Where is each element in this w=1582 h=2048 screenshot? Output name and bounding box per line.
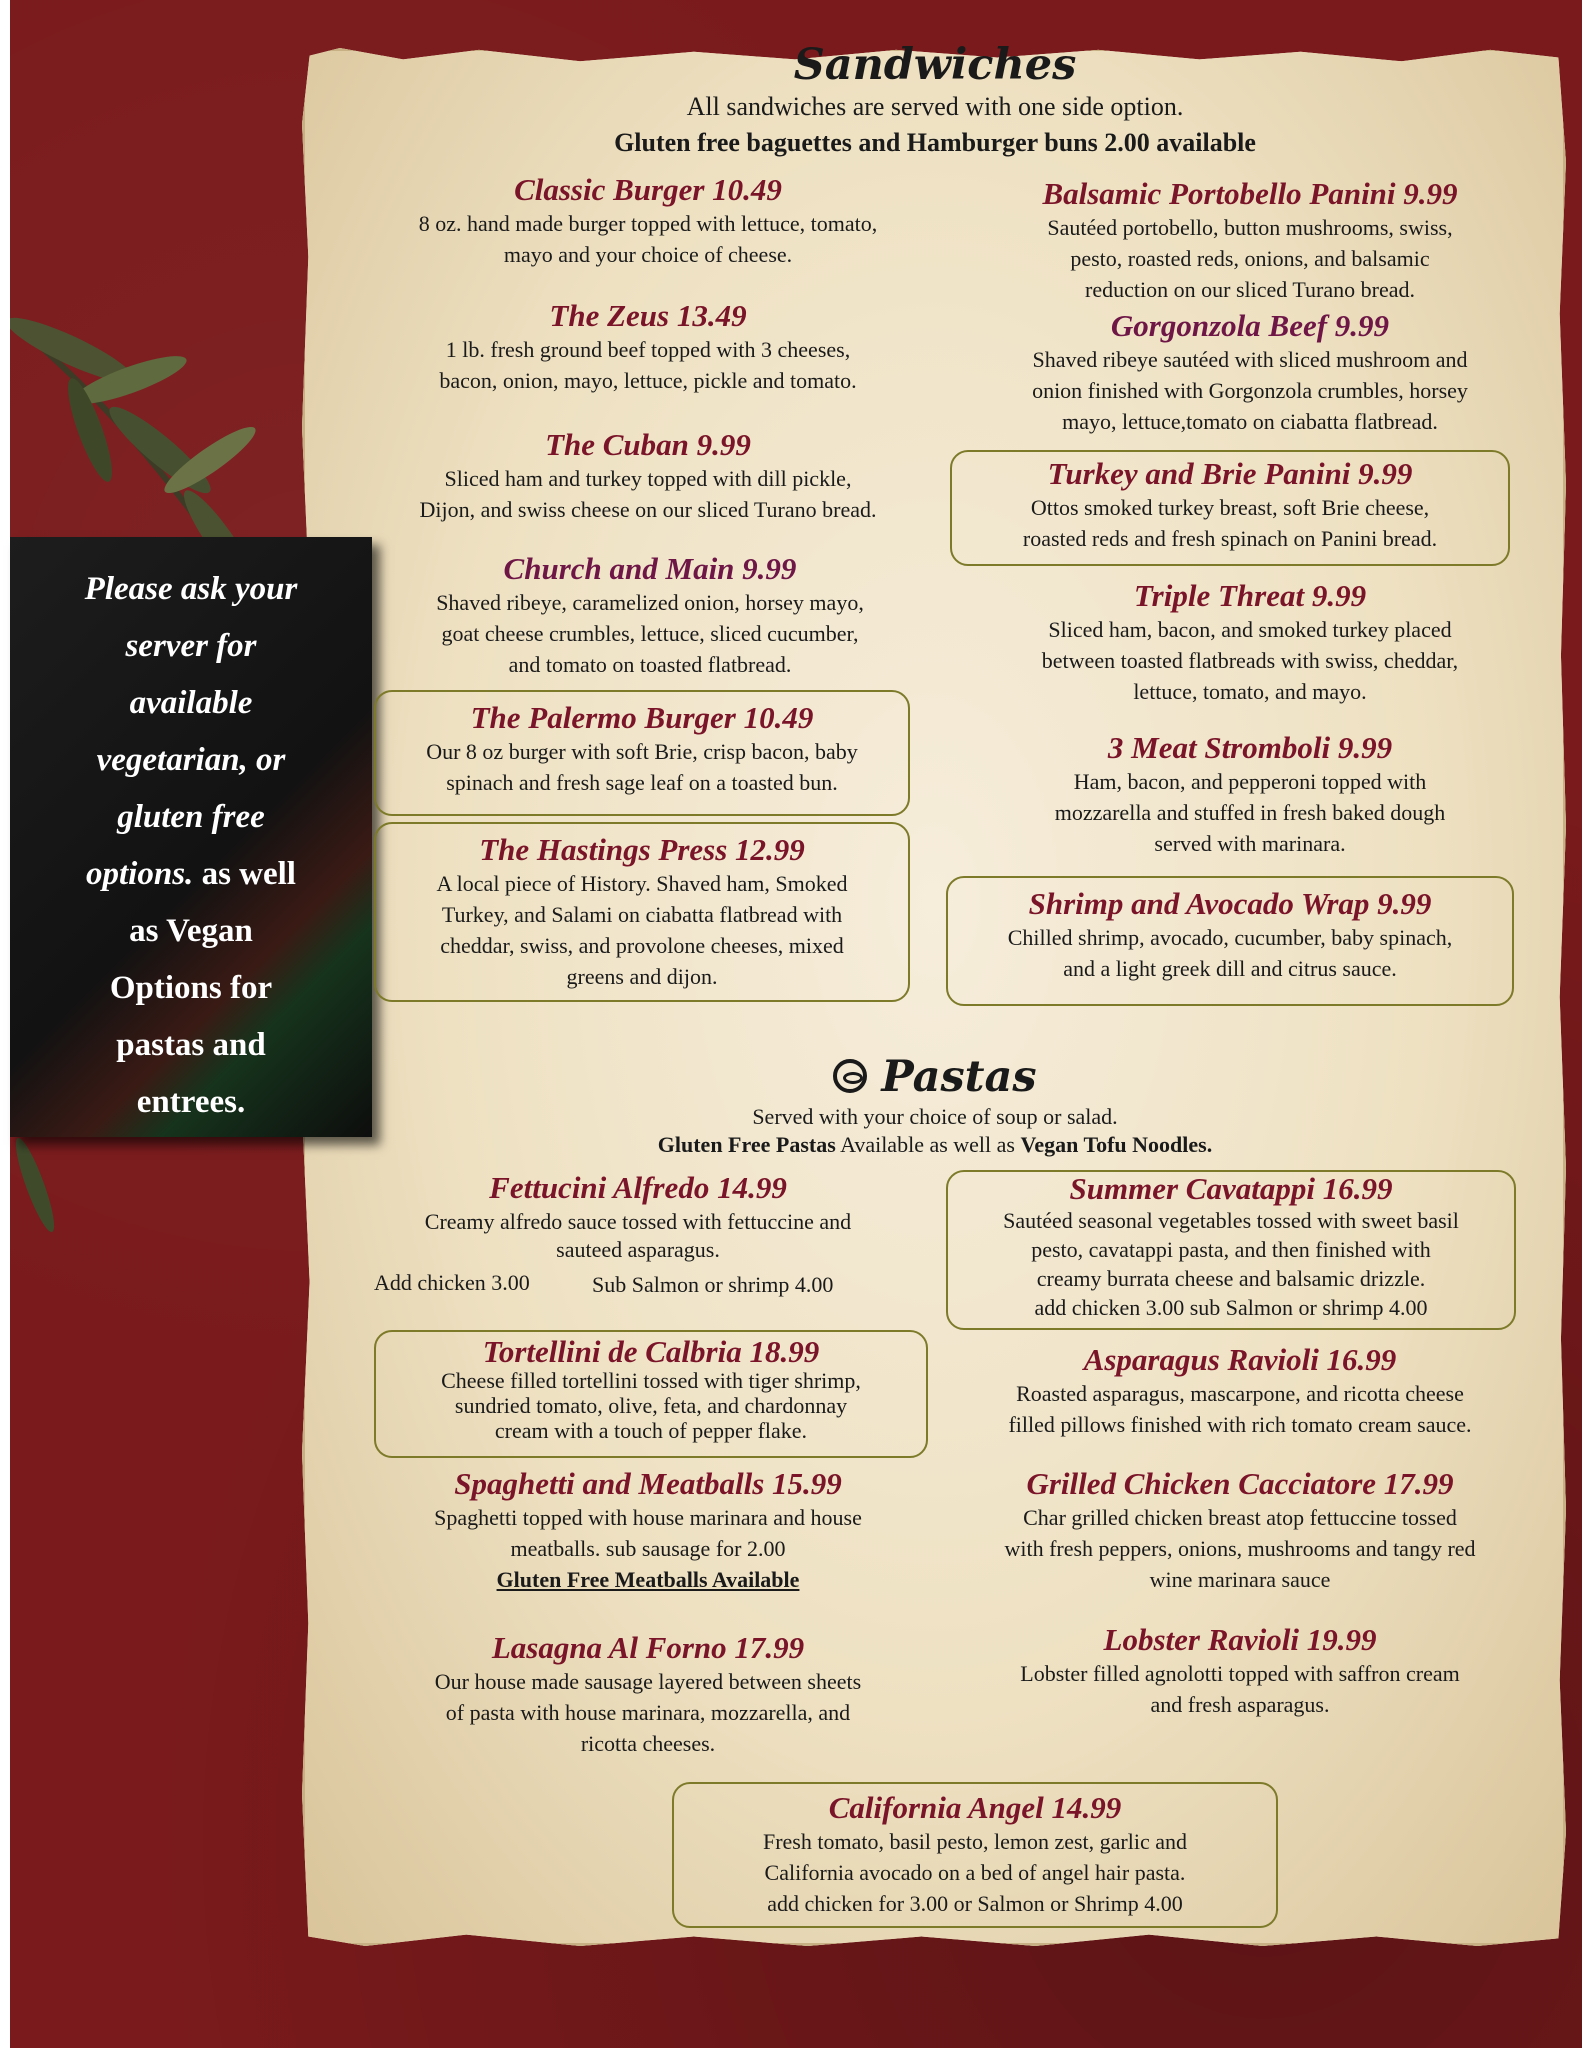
item-name: The Zeus 13.49 [549,298,747,333]
pastas-note [420,1132,1450,1158]
menu-item-the-cuban [368,427,928,525]
notice-line-italic: options. [86,856,194,892]
item-desc: spinach and fresh sage leaf on a toasted bun. [446,770,838,795]
menu-item-hastings-press [374,822,910,1002]
menu-item-california-angel [672,1782,1278,1928]
menu-item-church-and-main [380,551,920,680]
item-desc: California avocado on a bed of angel hair pasta. [764,1860,1186,1885]
item-name: Triple Threat 9.99 [1133,578,1367,613]
item-desc: Roasted asparagus, mascarpone, and ricotta cheese [1016,1381,1464,1406]
item-name: The Cuban 9.99 [545,427,751,462]
item-name: Tortellini de Calbria 18.99 [482,1334,820,1369]
item-desc: Our house made sausage layered between sheets [434,1669,862,1694]
pastas-subtitle: Served with your choice of soup or salad. [752,1104,1118,1129]
item-desc: Sautéed portobello, button mushrooms, swiss, [1047,215,1453,240]
item-name: 3 Meat Stromboli 9.99 [1107,730,1393,765]
menu-item-meat-stromboli [960,730,1540,859]
pastas-heading [700,1052,1170,1102]
item-desc: add chicken 3.00 sub Salmon or shrimp 4.00 [1034,1295,1428,1320]
item-desc: Creamy alfredo sauce tossed with fettuccine and [424,1209,852,1234]
item-desc: sundried tomato, olive, feta, and chardonnay [454,1393,848,1418]
item-desc: filled pillows finished with rich tomato cream sauce. [1008,1412,1472,1437]
menu-item-shrimp-avocado-wrap [946,876,1514,1006]
menu-item-chicken-cacciatore [950,1466,1530,1595]
item-desc: lettuce, tomato, and mayo. [1133,679,1367,704]
notice-line: server for [125,628,257,664]
item-desc: goat cheese crumbles, lettuce, sliced cucumber, [441,621,859,646]
pastas-title: Pastas [881,1052,1037,1102]
item-desc: bacon, onion, mayo, lettuce, pickle and tomato. [439,368,857,393]
notice-line: as Vegan [129,913,253,949]
item-desc: Shaved ribeye, caramelized onion, horsey mayo, [436,590,864,615]
item-name: Lobster Ravioli 19.99 [1103,1622,1377,1657]
item-desc: and fresh asparagus. [1150,1692,1330,1717]
item-desc: roasted reds and fresh spinach on Panini bread. [1022,526,1438,551]
item-desc: mayo and your choice of cheese. [503,242,793,267]
item-desc: 8 oz. hand made burger topped with lettuce, tomato, [418,211,878,236]
item-desc: cream with a touch of pepper flake. [494,1418,808,1443]
item-desc: ricotta cheeses. [580,1731,716,1756]
notice-line-rest: as well [193,856,296,892]
menu-item-asparagus-ravioli [950,1342,1530,1440]
item-desc: pesto, cavatappi pasta, and then finished with [1031,1237,1431,1262]
item-name: Shrimp and Avocado Wrap 9.99 [1028,886,1432,921]
item-desc: Ottos smoked turkey breast, soft Brie cheese, [1030,495,1430,520]
item-name: The Palermo Burger 10.49 [470,700,814,735]
dietary-options-notice [10,537,372,1137]
item-desc: Spaghetti topped with house marinara and house [434,1505,862,1530]
fettucini-add-chicken: Add chicken 3.00 [374,1270,530,1295]
item-desc: mozzarella and stuffed in fresh baked dough [1054,800,1446,825]
item-desc: Shaved ribeye sautéed with sliced mushroom and [1032,347,1468,372]
item-desc: wine marinara sauce [1149,1567,1331,1592]
item-name: Balsamic Portobello Panini 9.99 [1042,176,1458,211]
item-desc: Chilled shrimp, avocado, cucumber, baby spinach, [1007,925,1453,950]
menu-item-the-zeus [368,298,928,396]
item-desc: served with marinara. [1154,831,1346,856]
menu-item-fettucini-alfredo [368,1170,908,1263]
fettucini-sub-salmon: Sub Salmon or shrimp 4.00 [592,1272,834,1297]
notice-line: Options for [109,970,273,1006]
menu-item-triple-threat [960,578,1540,707]
menu-item-palermo-burger [374,690,910,816]
gluten-free-meatballs-note: Gluten Free Meatballs Available [496,1567,800,1592]
item-desc: onion finished with Gorgonzola crumbles, horsey [1032,378,1468,403]
item-desc: and a light greek dill and citrus sauce. [1063,956,1397,981]
item-name: Gorgonzola Beef 9.99 [1110,308,1390,343]
item-desc: greens and dijon. [566,964,718,989]
item-desc: Cheese filled tortellini tossed with tiger shrimp, [441,1368,861,1393]
item-desc: with fresh peppers, onions, mushrooms and tangy red [1004,1536,1476,1561]
sandwiches-title: Sandwiches [793,40,1077,90]
item-desc: creamy burrata cheese and balsamic drizzle. [1036,1266,1426,1291]
notice-line [10,846,372,903]
item-desc: cheddar, swiss, and provolone cheeses, mixed [440,933,844,958]
menu-item-gorgonzola-beef [960,308,1540,437]
menu-item-classic-burger [368,172,928,270]
menu-item-lasagna [368,1630,928,1759]
item-name: California Angel 14.99 [828,1790,1122,1825]
item-desc: pesto, roasted reds, onions, and balsamic [1070,246,1430,271]
notice-line: entrees. [136,1084,246,1120]
item-name: Lasagna Al Forno 17.99 [491,1630,805,1665]
item-desc: and tomato on toasted flatbread. [508,652,792,677]
sandwiches-subtitle: All sandwiches are served with one side option. [686,92,1184,121]
item-name: Classic Burger 10.49 [514,172,782,207]
item-name: Church and Main 9.99 [503,551,797,586]
pastas-note-vegan: Vegan Tofu Noodles. [1020,1132,1213,1157]
item-desc: meatballs. sub sausage for 2.00 [510,1536,786,1561]
menu-item-lobster-ravioli [950,1622,1530,1720]
item-desc: Char grilled chicken breast atop fettuccine tossed [1023,1505,1457,1530]
item-name: Grilled Chicken Cacciatore 17.99 [1026,1466,1454,1501]
item-name: Asparagus Ravioli 16.99 [1083,1342,1397,1377]
menu-item-summer-cavatappi [946,1170,1516,1330]
item-desc: reduction on our sliced Turano bread. [1085,277,1415,302]
item-desc: Our 8 oz burger with soft Brie, crisp bacon, baby [426,739,858,764]
menu-item-spaghetti-meatballs [368,1466,928,1595]
item-desc: Dijon, and swiss cheese on our sliced Turano bread. [419,497,877,522]
item-desc: 1 lb. fresh ground beef topped with 3 cheeses, [445,337,851,362]
notice-line: pastas and [116,1027,266,1063]
pastas-note-mid: Available as well as [835,1132,1021,1157]
item-desc: Sautéed seasonal vegetables tossed with sweet basil [1003,1208,1459,1233]
item-name: Turkey and Brie Panini 9.99 [1047,456,1413,491]
page-edge [0,0,10,2048]
item-desc: between toasted flatbreads with swiss, cheddar, [1041,648,1459,673]
item-desc: sauteed asparagus. [556,1237,720,1262]
item-desc: Lobster filled agnolotti topped with saffron cream [1020,1661,1460,1686]
item-desc: Fresh tomato, basil pesto, lemon zest, garlic and [762,1829,1187,1854]
item-desc: A local piece of History. Shaved ham, Smoked [436,871,848,896]
item-desc: of pasta with house marinara, mozzarella, and [445,1700,851,1725]
item-desc: Ham, bacon, and pepperoni topped with [1073,769,1427,794]
item-desc: mayo, lettuce,tomato on ciabatta flatbread. [1062,409,1438,434]
sandwiches-gluten-note: Gluten free baguettes and Hamburger buns 2.00 available [614,128,1256,157]
item-desc: Sliced ham, bacon, and smoked turkey placed [1048,617,1452,642]
notice-line: available [129,685,253,721]
item-name: Summer Cavatappi 16.99 [1069,1171,1393,1206]
item-name: Spaghetti and Meatballs 15.99 [454,1466,842,1501]
item-desc: Sliced ham and turkey topped with dill pickle, [444,466,852,491]
item-name: The Hastings Press 12.99 [479,832,805,867]
item-name: Fettucini Alfredo 14.99 [489,1170,787,1205]
menu-item-turkey-brie [950,450,1510,566]
notice-line: Please ask your [84,571,298,607]
menu-item-balsamic-portobello [960,176,1540,305]
item-desc: add chicken for 3.00 or Salmon or Shrimp 4.00 [767,1891,1183,1916]
notice-line: vegetarian, or [96,742,286,778]
pastas-note-gluten: Gluten Free Pastas [657,1132,836,1157]
pasta-icon [833,1059,867,1093]
notice-line: gluten free [117,799,265,835]
item-desc: Turkey, and Salami on ciabatta flatbread with [441,902,843,927]
menu-item-tortellini [374,1330,928,1458]
